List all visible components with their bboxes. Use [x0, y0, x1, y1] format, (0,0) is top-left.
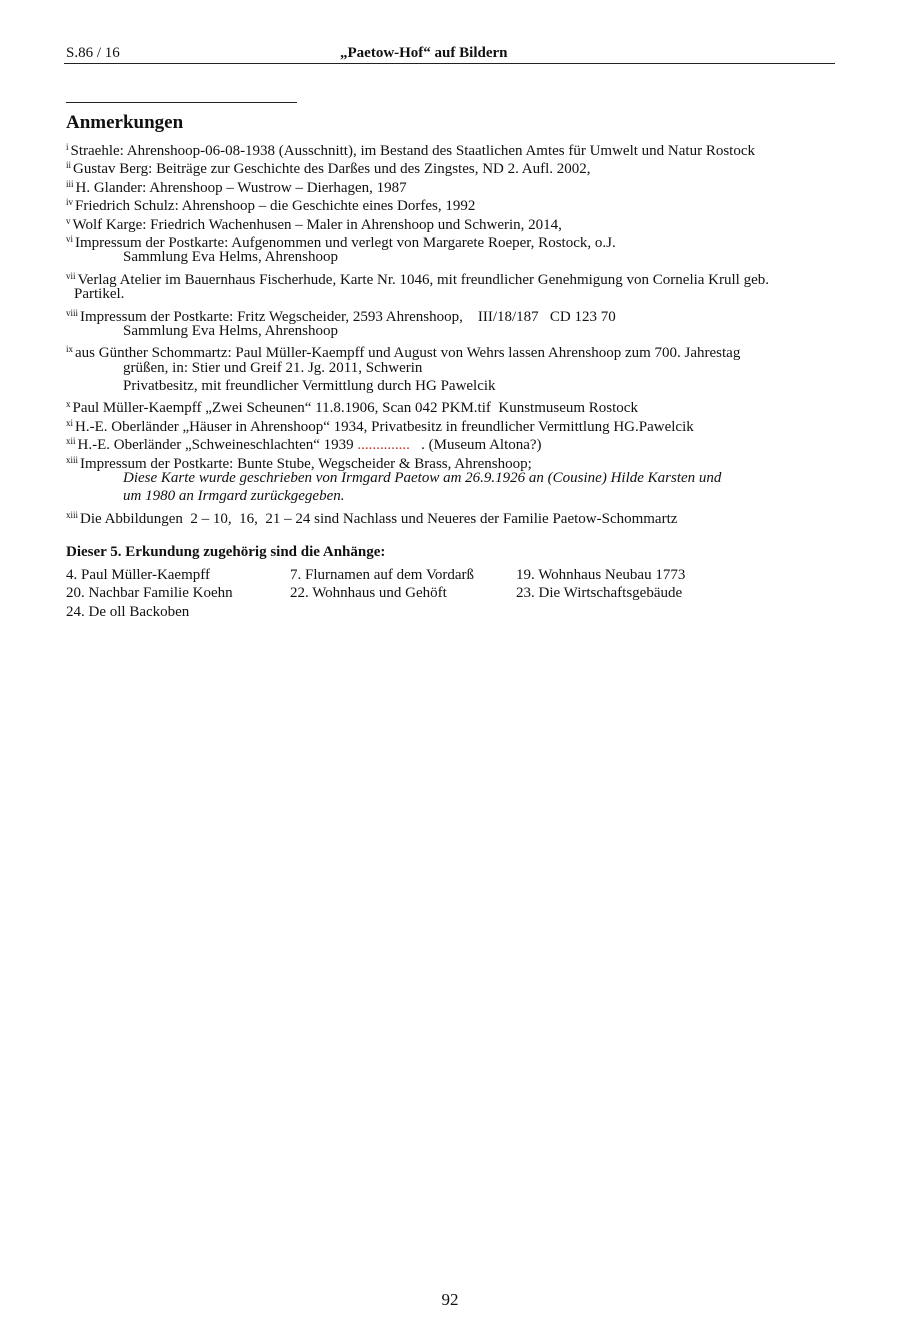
footnote-continuation-italic: Diese Karte wurde geschrieben von Irmgard Paetow am 26.9.1926 an (Cousine) Hilde Karsten und: [123, 470, 722, 487]
footnotes-list: [66, 138, 836, 527]
footnote: [66, 304, 836, 325]
footnote-marker: vii: [66, 270, 76, 281]
appendix-row: [66, 603, 766, 621]
footnote-text: Impressum der Postkarte: Aufgenommen und verlegt von Margarete Roeper, Rostock, o.J.: [75, 234, 616, 251]
footnote-marker: vi: [66, 233, 74, 244]
footnote: [66, 395, 836, 417]
footnote-marker: xiii: [66, 509, 79, 520]
footnote-text: Gustav Berg: Beiträge zur Geschichte des Darßes und des Zingstes, ND 2. Aufl. 2002,: [73, 161, 591, 178]
appendix-item: 7. Flurnamen auf dem Vordarß: [290, 567, 474, 583]
appendix-item: 20. Nachbar Familie Koehn: [66, 585, 233, 602]
footnote: [66, 156, 836, 178]
footnote: [66, 212, 836, 233]
page-number: 92: [441, 1290, 459, 1309]
footnote-separator: [66, 102, 297, 103]
footnote-text: H.-E. Oberländer „Schweineschlachten“ 1939: [77, 437, 358, 454]
footnote-continuation-italic: um 1980 an Irmgard zurückgegeben.: [123, 488, 345, 505]
footnote-text: Impressum der Postkarte: Bunte Stube, Wegscheider & Brass, Ahrenshoop;: [80, 455, 532, 472]
footnote-continuation: grüßen, in: Stier und Greif 21. Jg. 2011, Schwerin: [123, 359, 423, 376]
header-divider: [64, 63, 835, 64]
footnote: [66, 230, 836, 251]
footnote-text: Friedrich Schulz: Ahrenshoop – die Geschichte eines Dorfes, 1992: [75, 198, 476, 215]
footnote: [66, 175, 836, 196]
footnote-continuation: Sammlung Eva Helms, Ahrenshoop: [123, 322, 338, 339]
appendix-row: [66, 566, 766, 584]
footnote-text: Impressum der Postkarte: Fritz Wegscheider, 2593 Ahrenshoop, III/18/187 CD 123 70: [80, 308, 616, 325]
footnote-marker: xi: [66, 417, 74, 428]
footnote: [66, 432, 836, 454]
footnote: [66, 193, 836, 215]
footnote-text: H. Glander: Ahrenshoop – Wustrow – Dierhagen, 1987: [75, 179, 407, 196]
footnote: [66, 414, 836, 435]
footnote-marker: ii: [66, 160, 72, 171]
footnote-marker: ix: [66, 344, 74, 355]
footnote-marker: v: [66, 215, 71, 226]
footnote-marker: iv: [66, 197, 74, 208]
appendix-item: 22. Wohnhaus und Gehöft: [290, 585, 447, 602]
footnote: [66, 340, 836, 362]
running-header-title: „Paetow-Hof“ auf Bildern: [340, 45, 508, 61]
footnote-marker: xii: [66, 436, 76, 447]
footnote-text-tail: . (Museum Altona?): [409, 437, 542, 454]
footnote: [66, 451, 836, 472]
appendix-item: 24. De oll Backoben: [66, 603, 190, 620]
running-header-page-ref: S.86 / 16: [66, 45, 120, 61]
footnote-text: Straehle: Ahrenshoop-06-08-1938 (Ausschnitt), im Bestand des Staatlichen Amtes für Umwelt und Natur Rostock: [70, 143, 755, 159]
appendix-row: [66, 584, 766, 602]
footnote-text: Verlag Atelier im Bauernhaus Fischerhude, Karte Nr. 1046, mit freundlicher Genehmigung von Cornelia Krull geb.: [77, 271, 770, 288]
footnote-text: Die Abbildungen 2 – 10, 16, 21 – 24 sind Nachlass und Neueres der Familie Paetow-Schommartz: [80, 510, 678, 527]
section-title: Anmerkungen: [66, 112, 184, 133]
placeholder-dots: ..............: [357, 437, 410, 454]
footnote-marker: viii: [66, 307, 79, 318]
footnote-text: H.-E. Oberländer „Häuser in Ahrenshoop“ 1934, Privatbesitz in freundlicher Vermittlung HG.Pawelcik: [75, 418, 694, 435]
footnote-text: aus Günther Schommartz: Paul Müller-Kaempff und August von Wehrs lassen Ahrenshoop zum 700. Jahrestag: [75, 345, 741, 362]
footnote: [66, 267, 836, 288]
appendix-list: [66, 566, 766, 621]
appendix-title: Dieser 5. Erkundung zugehörig sind die Anhänge:: [66, 544, 386, 560]
footnote-continuation: Partikel.: [74, 286, 125, 303]
footnote-text: Paul Müller-Kaempff „Zwei Scheunen“ 11.8.1906, Scan 042 PKM.tif Kunstmuseum Rostock: [72, 400, 638, 417]
footnote-marker: x: [66, 399, 71, 410]
footnote: [66, 138, 836, 159]
footnote-text: Wolf Karge: Friedrich Wachenhusen – Maler in Ahrenshoop und Schwerin, 2014,: [72, 216, 562, 233]
appendix-item: 23. Die Wirtschaftsgebäude: [516, 585, 683, 602]
footnote-marker: iii: [66, 178, 74, 189]
footnote: [66, 506, 836, 527]
footnote-continuation: Sammlung Eva Helms, Ahrenshoop: [123, 249, 338, 266]
appendix-item: 4. Paul Müller-Kaempff: [66, 567, 210, 583]
footnote-marker: xiii: [66, 454, 79, 465]
footnote-continuation: Privatbesitz, mit freundlicher Vermittlung durch HG Pawelcik: [123, 378, 496, 395]
footnote-marker: i: [66, 142, 69, 152]
appendix-item: 19. Wohnhaus Neubau 1773: [516, 567, 686, 583]
